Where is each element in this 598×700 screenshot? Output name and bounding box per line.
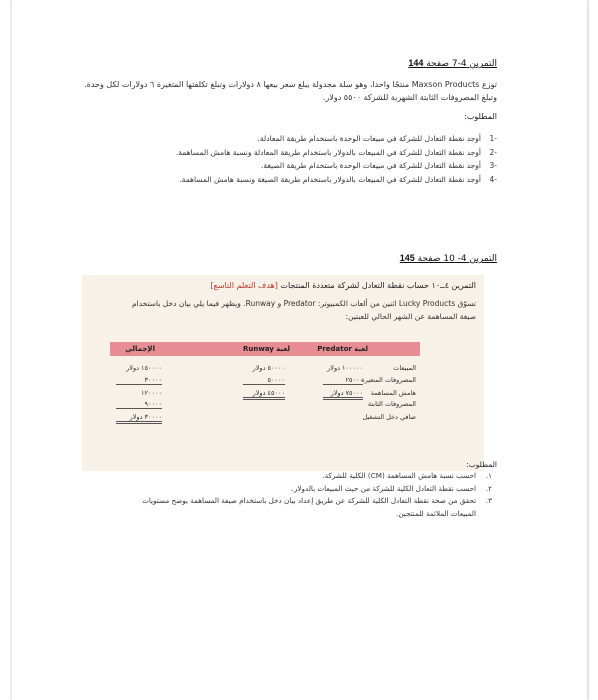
list-item: ٣.تحقق من صحة نقطة التعادل الكلية للشركة عن طريق إعداد بيان دخل باستخدام صيغة المساهمة يوضح مستويات [142, 496, 492, 505]
list-item: ٢.احسب نقطة التعادل الكلية للشركة من حيث المبيعات بالدولار. [291, 483, 492, 493]
total-fixed: ٩٠٠٠٠ [116, 400, 162, 409]
total-variable: ٣٠٠٠٠ [116, 376, 162, 385]
exercise-1-required-label: المطلوب: [464, 112, 497, 121]
list-item: -2أوجد نقطة التعادل للشركة في المبيعات بالدولار باستخدام طريقة المعادلة ونسبة هامش المساهمة. [175, 147, 497, 157]
exercise-2-required-label: المطلوب: [466, 460, 497, 469]
excerpt-line-1: تسوّق Lucky Products اثنين من ألعاب الكمبيوتر: Predator و Runway. ويظهر فيما يلي بيان دخل باستخدام [132, 299, 476, 308]
total-sales: ١٥٠٠٠٠ دولار [126, 364, 162, 372]
exercise-1-requirements [77, 132, 497, 186]
exercise-1-title-text: التمرين 4-7 صفحة [426, 59, 497, 69]
exercise-2-title [400, 253, 497, 264]
exercise-2-page-number: 145 [399, 253, 415, 263]
predator-contribution: ٧٥٠٠٠ دولار [323, 389, 363, 400]
header-total: الإجمالي [125, 345, 155, 353]
predator-variable: ٢٥٠٠٠ [323, 376, 363, 385]
runway-sales: ٥٠٠٠٠ دولار [252, 364, 285, 372]
runway-variable: ٥٠٠٠٠ [243, 376, 285, 385]
row-label-contribution-margin: هامش المساهمة [370, 389, 416, 397]
list-item: -3أوجد نقطة التعادل للشركة في مبيعات الوحدة باستخدام طريقة الصيغة. [261, 161, 497, 170]
table-header [110, 342, 420, 356]
exercise-1-line-1: توزع Maxson Products منتجًا واحدا، وهو سلة مجدولة يبلغ سعر بيعها ٨ دولارات وتبلغ تكلفتها المتغيرة ٦ دولارات لكل وحدة. [84, 80, 497, 89]
list-item: -1أوجد نقطة التعادل للشركة في مبيعات الوحدة باستخدام طريقة المعادلة. [257, 134, 497, 143]
row-label-variable-expenses: المصروفات المتغيرة [361, 376, 416, 384]
list-item: -4أوجد نقطة التعادل للشركة في المبيعات بالدولار باستخدام طريقة الصيغة ونسبة هامش المساهمة. [179, 174, 497, 184]
header-predator: لعبة Predator [317, 345, 368, 353]
excerpt-title: التمرين ٤ــ١٠ حساب نقطة التعادل لشركة متعددة المنتجات [هدف التعلم التاسع] [210, 281, 476, 290]
header-runway: لعبة Runway [242, 345, 290, 353]
document-page [12, 0, 587, 700]
exercise-1-paragraph [77, 78, 497, 104]
exercise-2-title-text: التمرين 4- 10 صفحة [417, 254, 497, 264]
excerpt-paragraph [86, 297, 476, 323]
exercise-1-line-2: وتبلغ المصروفات الثابتة الشهرية للشركة ٥٥٠٠ دولار. [322, 93, 497, 102]
exercise-1-title [408, 58, 497, 69]
exercise-2-requirements [72, 470, 492, 520]
list-item: ١.احسب نسبة هامش المساهمة (CM) الكلية للشركة. [322, 471, 492, 480]
income-statement-table [110, 342, 420, 462]
predator-sales: ١٠٠٠٠٠ دولار [327, 364, 363, 372]
exercise-1-page-number: 144 [408, 58, 424, 68]
textbook-excerpt [82, 275, 484, 471]
row-label-fixed-expenses: المصروفات الثابتة [367, 400, 416, 408]
row-label-net-operating-income: صافي دخل التشغيل [362, 413, 416, 421]
runway-contribution: ٤٥٠٠٠ دولار [243, 389, 285, 400]
total-net-income: ٣٠٠٠٠ دولار [116, 413, 162, 424]
list-item: المبيعات الملائمة للمنتجين. [396, 508, 476, 518]
learning-objective-tag: [هدف التعلم التاسع] [210, 281, 278, 290]
total-contribution: ١٢٠٠٠٠ [141, 389, 162, 397]
row-label-sales: المبيعات [393, 364, 416, 372]
excerpt-line-2: صيغة المساهمة عن الشهر الحالي للعبتين: [345, 312, 476, 321]
